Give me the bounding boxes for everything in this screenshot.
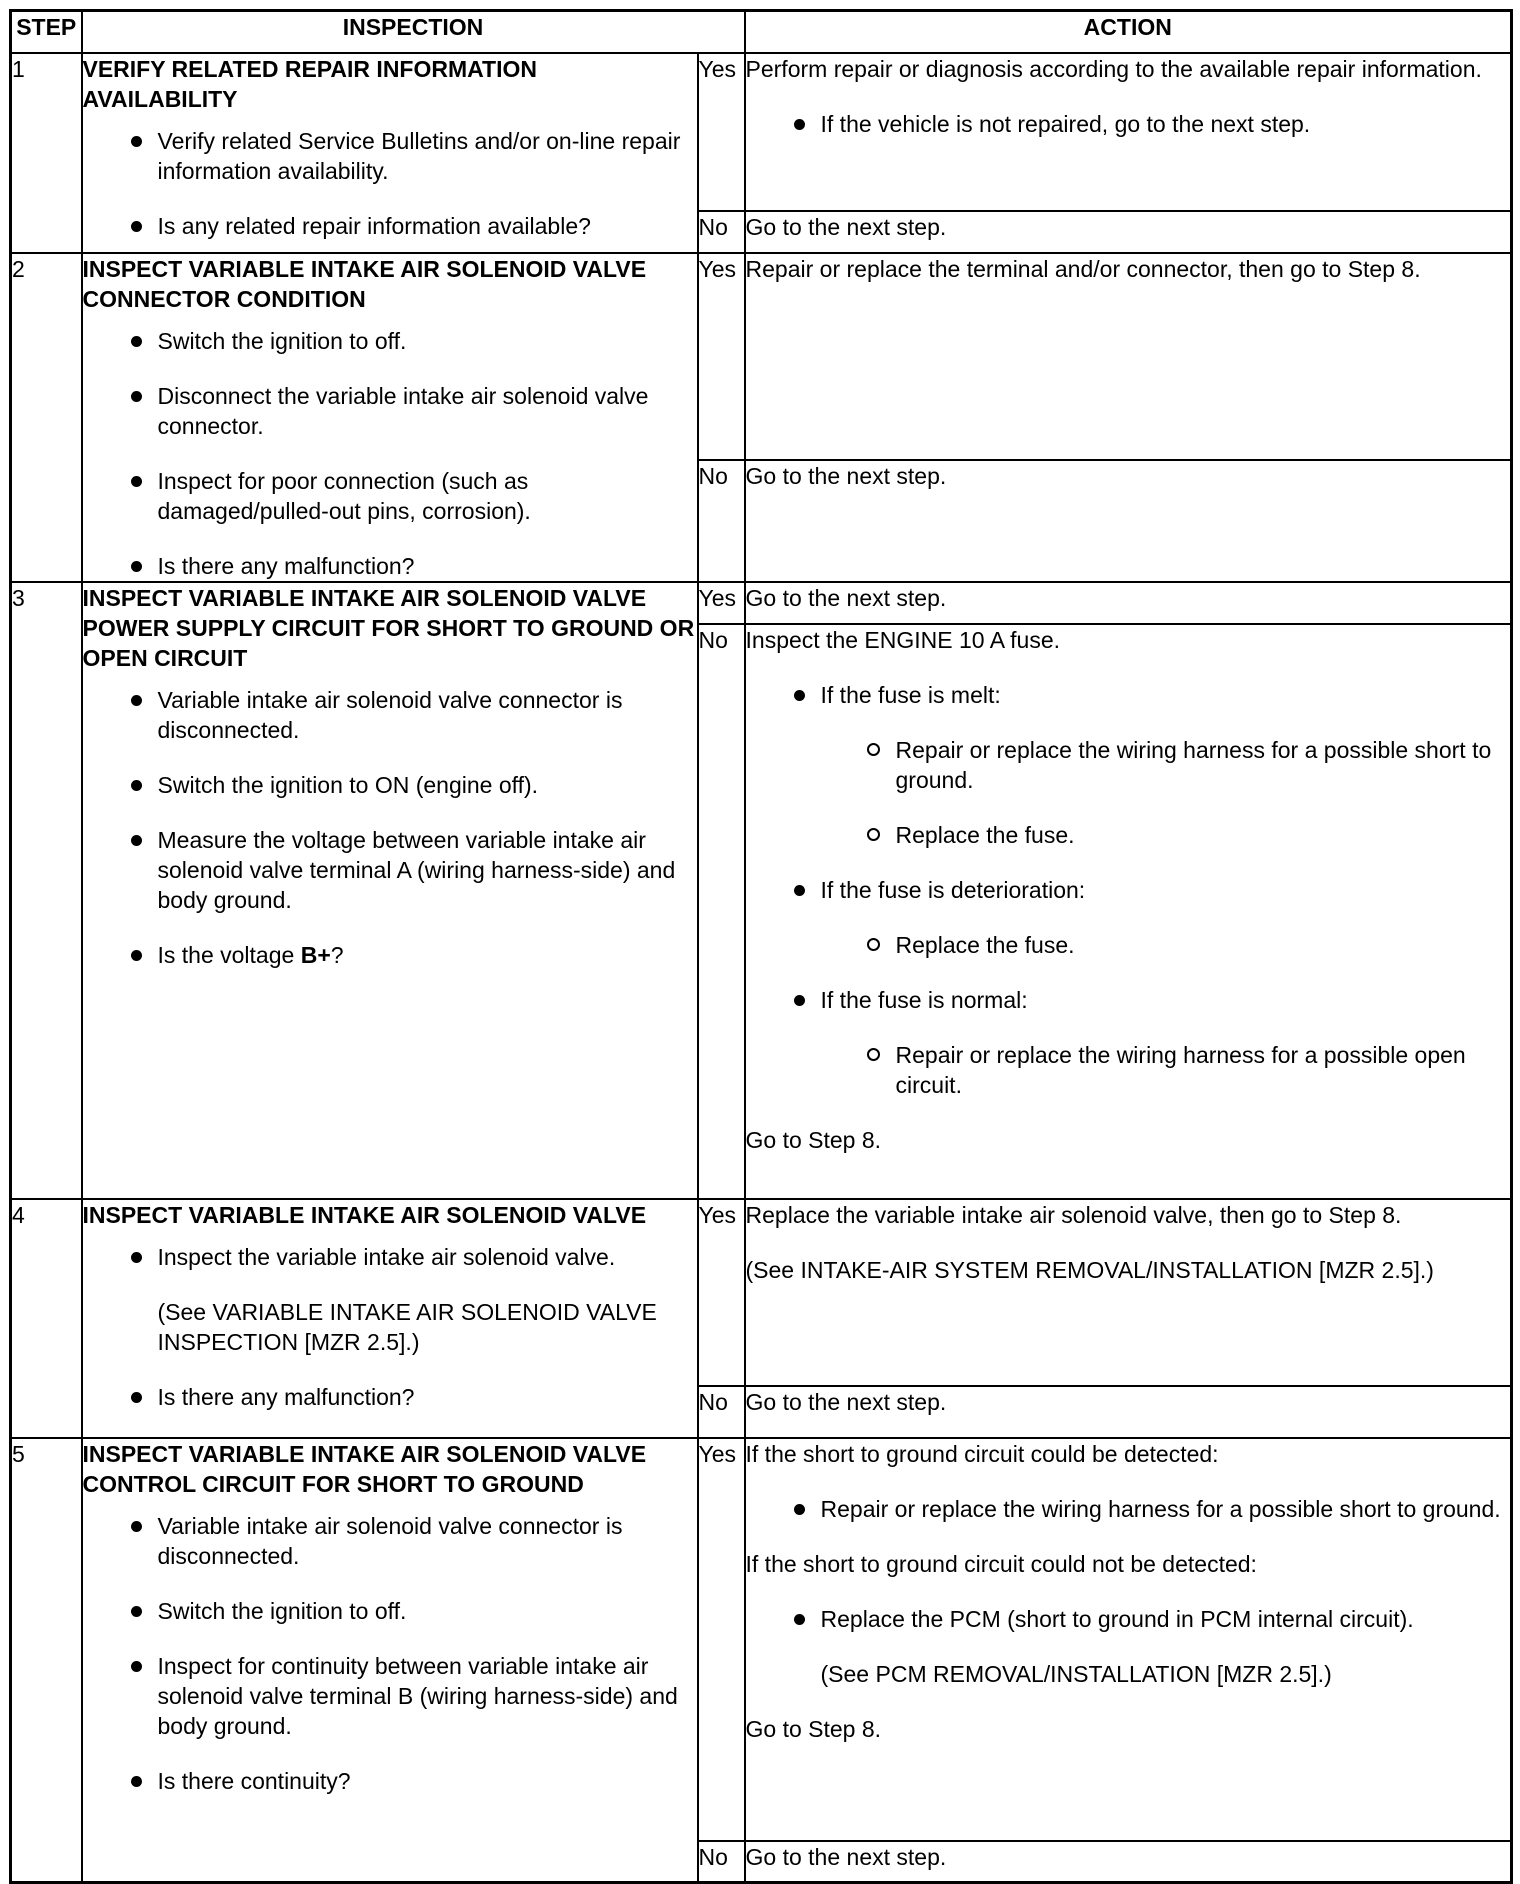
step-title: VERIFY RELATED REPAIR INFORMATION AVAILABILITY xyxy=(82,56,537,112)
step-5-yes-action xyxy=(745,1438,1512,1841)
inspection-item: Inspect for poor connection (such as damaged/pulled-out pins, corrosion). xyxy=(83,466,697,526)
action-sub-bullet: Replace the fuse. xyxy=(746,820,1511,850)
action-sub-bullet: Repair or replace the wiring harness for a possible open circuit. xyxy=(746,1040,1511,1100)
yes-label: Yes xyxy=(698,253,745,460)
step-number: 3 xyxy=(11,582,82,1199)
yes-label: Yes xyxy=(698,1438,745,1841)
step-title: INSPECT VARIABLE INTAKE AIR SOLENOID VALVE xyxy=(82,1202,647,1228)
action-text: Go to the next step. xyxy=(745,211,1512,253)
diagnostic-table xyxy=(9,9,1513,1884)
step-2-yes-row xyxy=(11,253,1512,460)
inspection-question: Is there any malfunction? xyxy=(83,551,697,581)
inspection-item: Inspect the variable intake air solenoid valve. xyxy=(83,1242,697,1272)
inspection-item: Switch the ignition to off. xyxy=(83,326,697,356)
step-1-yes-row xyxy=(11,53,1512,211)
action-bullet: If the vehicle is not repaired, go to the next step. xyxy=(746,109,1511,139)
step-3-inspection xyxy=(82,582,698,1199)
step-4-yes-row xyxy=(11,1199,1512,1386)
action-bullet: If the fuse is normal: xyxy=(746,985,1511,1015)
step-title: INSPECT VARIABLE INTAKE AIR SOLENOID VALVE CONTROL CIRCUIT FOR SHORT TO GROUND xyxy=(82,1441,647,1497)
inspection-item: Measure the voltage between variable intake air solenoid valve terminal A (wiring harness-side) and body ground. xyxy=(83,825,697,915)
no-label: No xyxy=(698,211,745,253)
step-number: 4 xyxy=(11,1199,82,1438)
no-label: No xyxy=(698,624,745,1199)
inspection-item: Switch the ignition to ON (engine off). xyxy=(83,770,697,800)
action-sub-bullet: Replace the fuse. xyxy=(746,930,1511,960)
yes-label: Yes xyxy=(698,53,745,211)
step-5-yes-row xyxy=(11,1438,1512,1841)
action-bullet: Repair or replace the wiring harness for a possible short to ground. xyxy=(746,1494,1511,1524)
action-text: Go to the next step. xyxy=(745,460,1512,582)
inspection-item: Switch the ignition to off. xyxy=(83,1596,697,1626)
inspection-item: Verify related Service Bulletins and/or on-line repair information availability. xyxy=(83,126,697,186)
action-text: Perform repair or diagnosis according to the available repair information. xyxy=(745,56,1482,82)
inspection-question: Is there any malfunction? xyxy=(83,1382,697,1412)
step-title: INSPECT VARIABLE INTAKE AIR SOLENOID VALVE CONNECTOR CONDITION xyxy=(82,256,647,312)
step-1-inspection xyxy=(82,53,698,253)
no-label: No xyxy=(698,460,745,582)
question-bold-value: B+ xyxy=(300,942,331,968)
action-text: Go to Step 8. xyxy=(745,1127,882,1153)
step-5-inspection xyxy=(82,1438,698,1882)
action-text: If the short to ground circuit could not be detected: xyxy=(745,1551,1257,1577)
inspection-question: Is any related repair information available? xyxy=(83,211,697,241)
action-sub-bullet: Repair or replace the wiring harness for a possible short to ground. xyxy=(746,735,1511,795)
reference-text: (See VARIABLE INTAKE AIR SOLENOID VALVE INSPECTION [MZR 2.5].) xyxy=(157,1299,657,1355)
reference-text: (See INTAKE-AIR SYSTEM REMOVAL/INSTALLATION [MZR 2.5].) xyxy=(745,1257,1434,1283)
action-text: Go to the next step. xyxy=(745,1841,1512,1882)
action-text: If the short to ground circuit could be detected: xyxy=(745,1441,1219,1467)
action-text: Go to the next step. xyxy=(745,1386,1512,1438)
inspection-question xyxy=(83,940,697,970)
step-2-inspection xyxy=(82,253,698,582)
inspection-item: Variable intake air solenoid valve connector is disconnected. xyxy=(83,1511,697,1571)
step-number: 2 xyxy=(11,253,82,582)
question-text: Is the voltage xyxy=(157,942,301,968)
action-bullet: If the fuse is deterioration: xyxy=(746,875,1511,905)
inspection-item: Variable intake air solenoid valve connector is disconnected. xyxy=(83,685,697,745)
step-4-yes-action xyxy=(745,1199,1512,1386)
action-text: Go to the next step. xyxy=(745,582,1512,624)
step-3-yes-row xyxy=(11,582,1512,624)
question-suffix: ? xyxy=(330,942,344,968)
action-bullet: Replace the PCM (short to ground in PCM internal circuit). xyxy=(746,1604,1511,1634)
step-1-yes-action xyxy=(745,53,1512,211)
diagnostic-procedure-document xyxy=(9,9,1510,1874)
step-number: 5 xyxy=(11,1438,82,1882)
table-header-row xyxy=(11,11,1512,54)
inspection-item: Disconnect the variable intake air solenoid valve connector. xyxy=(83,381,697,441)
step-3-no-action xyxy=(745,624,1512,1199)
header-action: ACTION xyxy=(745,11,1512,54)
reference-text: (See PCM REMOVAL/INSTALLATION [MZR 2.5].) xyxy=(820,1661,1332,1687)
inspection-item: Inspect for continuity between variable intake air solenoid valve terminal B (wiring harness-side) and body ground. xyxy=(83,1651,697,1741)
step-4-inspection xyxy=(82,1199,698,1438)
header-inspection: INSPECTION xyxy=(82,11,745,54)
action-text: Replace the variable intake air solenoid valve, then go to Step 8. xyxy=(745,1202,1402,1228)
yes-label: Yes xyxy=(698,582,745,624)
no-label: No xyxy=(698,1841,745,1882)
inspection-question: Is there continuity? xyxy=(83,1766,697,1796)
action-text: Inspect the ENGINE 10 A fuse. xyxy=(745,627,1061,653)
action-text: Go to Step 8. xyxy=(745,1716,882,1742)
step-title: INSPECT VARIABLE INTAKE AIR SOLENOID VALVE POWER SUPPLY CIRCUIT FOR SHORT TO GROUND OR OPEN CIRCUIT xyxy=(82,585,695,671)
header-step: STEP xyxy=(11,11,82,54)
action-bullet: If the fuse is melt: xyxy=(746,680,1511,710)
action-text: Repair or replace the terminal and/or connector, then go to Step 8. xyxy=(745,253,1512,460)
no-label: No xyxy=(698,1386,745,1438)
yes-label: Yes xyxy=(698,1199,745,1386)
step-number: 1 xyxy=(11,53,82,253)
